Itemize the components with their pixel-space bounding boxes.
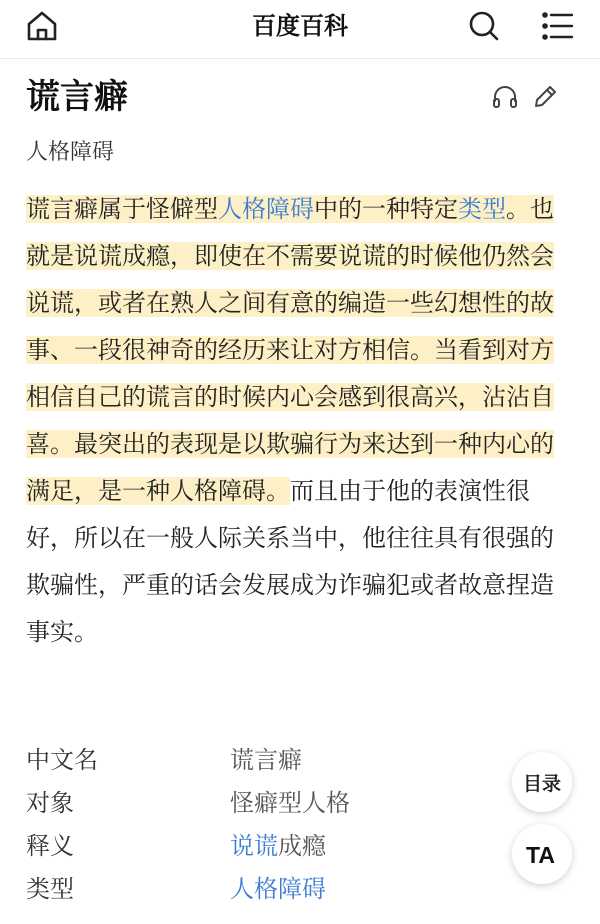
link-lying[interactable]: 说谎 <box>230 832 278 860</box>
infobox-row-chinese-name <box>26 740 586 783</box>
summary-paragraph <box>26 186 556 656</box>
infobox-key: 释义 <box>26 832 74 860</box>
summary-text-3: 。也就是说谎成瘾，即使在不需要说谎的时候他仍然会说谎，或者在熟人之间有意的编造一些幻想性的故事、一段很神奇的经历来让对方相信。当看到对方相信自己的谎言的时候内心会感到很高兴，沾沾自喜。最突出的表现是以欺骗行为来达到一种内心的满足，是一种人格障碍。 <box>26 195 554 505</box>
infobox-key: 类型 <box>26 875 74 903</box>
summary-text-1: 谎言癖属于怪僻型 <box>26 195 218 223</box>
infobox-row-meaning <box>26 826 586 869</box>
infobox <box>26 740 586 912</box>
summary-highlight <box>26 195 554 505</box>
link-personality-disorder-type[interactable]: 人格障碍 <box>230 875 326 903</box>
infobox-key: 中文名 <box>26 746 98 774</box>
font-size-button[interactable] <box>512 824 572 884</box>
pencil-icon[interactable] <box>530 82 560 112</box>
top-bar <box>0 0 600 59</box>
menu-icon[interactable] <box>540 8 576 44</box>
svg-text:TA: TA <box>526 842 555 866</box>
link-personality-disorder[interactable]: 人格障碍 <box>218 195 314 223</box>
infobox-value: 怪癖型人格 <box>230 789 350 817</box>
font-size-icon <box>524 842 560 866</box>
summary-text-2: 中的一种特定 <box>314 195 458 223</box>
infobox-row-object <box>26 783 586 826</box>
headphones-icon[interactable] <box>490 82 520 112</box>
entry-subtitle: 人格障碍 <box>26 140 115 165</box>
infobox-key: 对象 <box>26 789 74 817</box>
infobox-value-rest: 成瘾 <box>278 832 326 860</box>
link-type[interactable]: 类型 <box>458 195 506 223</box>
infobox-value: 谎言癖 <box>230 746 302 774</box>
home-icon[interactable] <box>25 9 59 43</box>
summary-text-4: 而且由于他的表演性很好，所以在一般人际关系当中，他往往具有很强的欺骗性，严重的话会发展成为诈骗犯或者故意捏造事实。 <box>26 477 554 646</box>
search-icon[interactable] <box>466 8 502 44</box>
infobox-value <box>230 826 326 866</box>
infobox-row-type <box>26 869 586 912</box>
site-title: 百度百科 <box>252 12 348 40</box>
infobox-value <box>230 869 326 909</box>
entry-title: 谎言癖 <box>26 77 128 117</box>
toc-button[interactable]: 目录 <box>512 752 572 812</box>
